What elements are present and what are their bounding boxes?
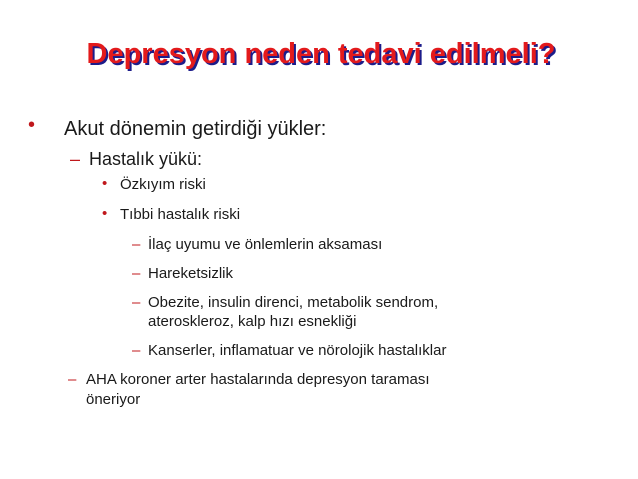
bullet-item: Akut dönemin getirdiği yükler: [64, 118, 327, 140]
bullet-item-continuation: öneriyor [86, 391, 141, 408]
dash-marker: – [68, 371, 77, 388]
bullet-marker: • [102, 175, 108, 192]
bullet-item: Kanserler, inflamatuar ve nörolojik hastalıklar [148, 342, 447, 359]
bullet-item: AHA koroner arter hastalarında depresyon taraması [86, 371, 430, 388]
bullet-item: Obezite, insulin direnci, metabolik sendrom, [148, 294, 439, 311]
bullet-item: Özkıyım riski [120, 176, 206, 193]
bullet-marker: • [28, 114, 36, 136]
dash-marker: – [132, 342, 141, 359]
dash-marker: – [132, 236, 141, 253]
bullet-item: Hareketsizlik [148, 265, 234, 282]
bullet-item: İlaç uyumu ve önlemlerin aksaması [148, 236, 383, 253]
bullet-item: Hastalık yükü: [89, 149, 203, 169]
bullet-item: Tıbbi hastalık riski [120, 206, 241, 223]
dash-marker: – [70, 149, 81, 169]
dash-marker: – [132, 265, 141, 282]
bullet-item-continuation: ateroskleroz, kalp hızı esnekliği [148, 313, 357, 330]
dash-marker: – [132, 294, 141, 311]
bullet-marker: • [102, 205, 108, 222]
slide-title: Depresyon neden tedavi edilmeli? [86, 38, 556, 70]
